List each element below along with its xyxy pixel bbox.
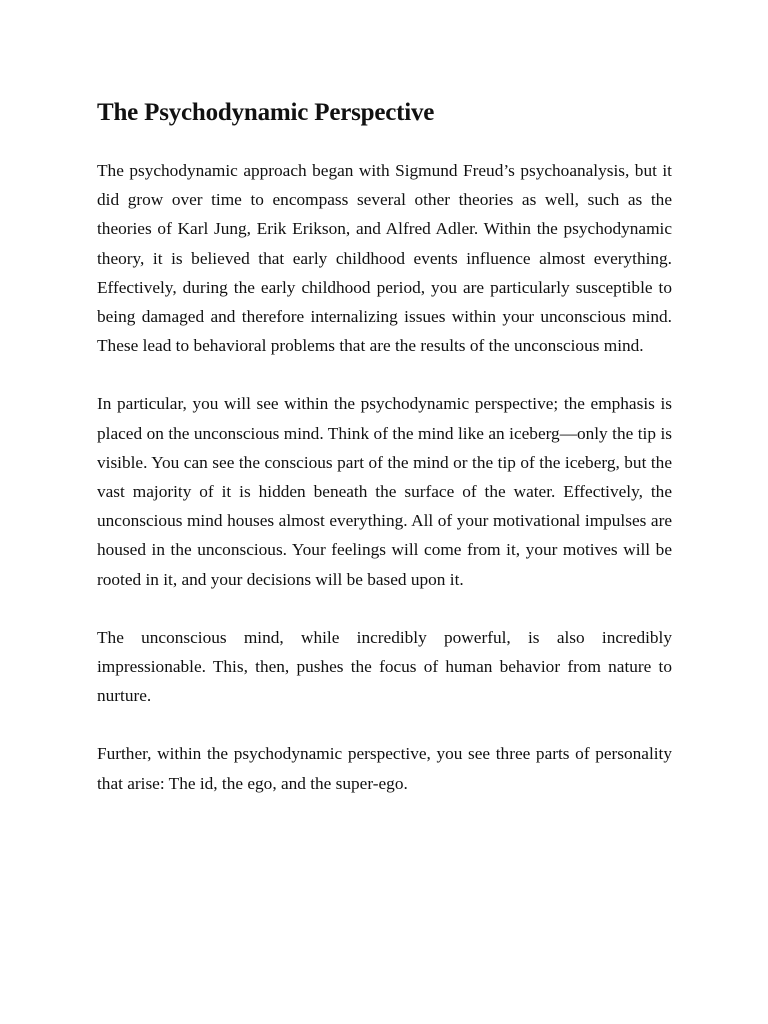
paragraph-3: The unconscious mind, while incredibly powerful, is also incredibly impressionable. This, then, pushes the focus of human behavior from nature to nurture.	[97, 627, 672, 706]
page-title: The Psychodynamic Perspective	[97, 99, 435, 126]
paragraph-2: In particular, you will see within the psychodynamic perspective; the emphasis is placed on the unconscious mind. Think of the mind like an iceberg—only the tip is visible. You can see the conscious part of the mind or the tip of the iceberg, but the vast majority of it is hidden beneath the surface of the water. Effectively, the unconscious mind houses almost everything. All of your motivational impulses are housed in the unconscious. Your feelings will come from it, your motives will be rooted in it, and your decisions will be based upon it.	[97, 394, 672, 589]
document-body	[97, 156, 672, 798]
paragraph-4: Further, within the psychodynamic perspective, you see three parts of personality that arise: The id, the ego, and the super-ego.	[97, 744, 672, 793]
paragraph-1: The psychodynamic approach began with Sigmund Freud’s psychoanalysis, but it did grow over time to encompass several other theories as well, such as the theories of Karl Jung, Erik Erikson, and Alfred Adler. Within the psychodynamic theory, it is believed that early childhood events influence almost everything. Effectively, during the early childhood period, you are particularly susceptible to being damaged and therefore internalizing issues within your unconscious mind. These lead to behavioral problems that are the results of the unconscious mind.	[97, 161, 672, 356]
document-page	[97, 96, 672, 827]
